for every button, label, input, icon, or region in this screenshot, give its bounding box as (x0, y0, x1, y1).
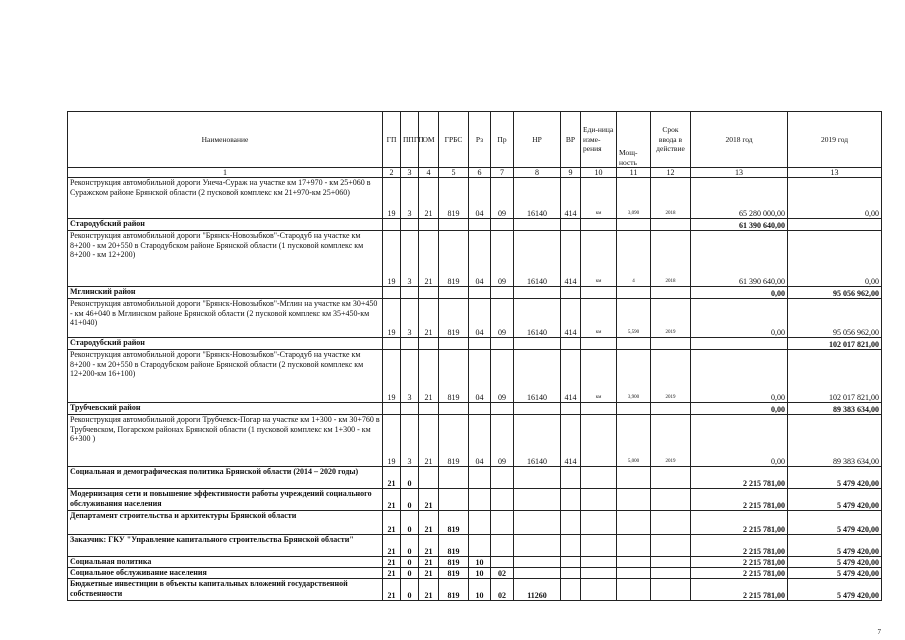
row-name: Реконструкция автомобильной дороги "Брянск-Новозыбков"-Стародуб на участке км 8+200 - км 20+550 в Стародубском районе Брянской области (1 пусковой комплекс км 8+200 - км 12+200) (68, 231, 383, 287)
row-year (651, 403, 691, 415)
row-nr (514, 338, 561, 350)
row-pr (491, 511, 514, 535)
row-unit: км (581, 231, 617, 287)
row-gp (383, 219, 401, 231)
row-vr (561, 511, 581, 535)
table-row (68, 557, 882, 568)
row-vr (561, 568, 581, 579)
header-pr: Пр (491, 112, 514, 168)
row-om (419, 219, 439, 231)
header-2018: 2018 год (691, 112, 788, 168)
row-ppgp (401, 338, 419, 350)
row-year (651, 535, 691, 557)
row-2019: 89 383 634,00 (788, 403, 882, 415)
header-grbs: ГРБС (439, 112, 469, 168)
row-grbs (439, 489, 469, 511)
row-vr: 414 (561, 178, 581, 219)
row-gp (383, 338, 401, 350)
row-unit (581, 415, 617, 467)
row-gp: 21 (383, 557, 401, 568)
row-nr: 16140 (514, 299, 561, 338)
row-name: Бюджетные инвестиции в объекты капитальных вложений государственной собственности (68, 579, 383, 601)
row-2018: 0,00 (691, 403, 788, 415)
row-power: 5,000 (617, 415, 651, 467)
table-row (68, 178, 882, 219)
row-grbs: 819 (439, 557, 469, 568)
row-name: Мглинский район (68, 287, 383, 299)
row-gp: 19 (383, 231, 401, 287)
row-year: 2019 (651, 350, 691, 403)
row-vr (561, 219, 581, 231)
row-nr (514, 467, 561, 489)
row-2018: 2 215 781,00 (691, 511, 788, 535)
row-name: Департамент строительства и архитектуры Брянской области (68, 511, 383, 535)
row-ppgp: 0 (401, 511, 419, 535)
row-vr (561, 489, 581, 511)
row-name: Социальная политика (68, 557, 383, 568)
row-2018: 2 215 781,00 (691, 535, 788, 557)
row-nr (514, 568, 561, 579)
row-rz: 04 (469, 299, 491, 338)
row-unit (581, 467, 617, 489)
colnum-6: 6 (469, 168, 491, 178)
row-rz (469, 338, 491, 350)
row-2019 (788, 219, 882, 231)
row-unit (581, 557, 617, 568)
row-2018: 61 390 640,00 (691, 219, 788, 231)
header-power: Мощ-ность (617, 112, 651, 168)
row-nr (514, 287, 561, 299)
row-grbs: 819 (439, 231, 469, 287)
row-ppgp: 0 (401, 467, 419, 489)
row-nr: 16140 (514, 178, 561, 219)
row-2019: 5 479 420,00 (788, 467, 882, 489)
row-name: Заказчик: ГКУ "Управление капитального строительства Брянской области" (68, 535, 383, 557)
row-rz (469, 287, 491, 299)
header-row (68, 112, 882, 168)
row-name: Реконструкция автомобильной дороги "Брянск-Новозыбков"-Стародуб на участке км 8+200 - км 20+550 в Стародубском районе Брянской области (2 пусковой комплекс км 12+200-км 16+100) (68, 350, 383, 403)
row-pr (491, 467, 514, 489)
colnum-1: 1 (68, 168, 383, 178)
row-om: 21 (419, 557, 439, 568)
row-gp: 21 (383, 535, 401, 557)
row-2019: 5 479 420,00 (788, 579, 882, 601)
row-2018: 61 390 640,00 (691, 231, 788, 287)
row-rz (469, 489, 491, 511)
row-name: Модернизация сети и повышение эффективности работы учреждений социального обслуживания населения (68, 489, 383, 511)
row-name: Социальное обслуживание населения (68, 568, 383, 579)
row-2019: 5 479 420,00 (788, 489, 882, 511)
header-2019: 2019 год (788, 112, 882, 168)
row-pr (491, 219, 514, 231)
row-2018: 2 215 781,00 (691, 489, 788, 511)
row-nr: 16140 (514, 350, 561, 403)
header-unit: Еди-ница изме-рения (581, 112, 617, 168)
row-rz (469, 467, 491, 489)
column-number-row (68, 168, 882, 178)
row-2019: 5 479 420,00 (788, 568, 882, 579)
row-om: 21 (419, 415, 439, 467)
row-name: Стародубский район (68, 338, 383, 350)
row-2018: 0,00 (691, 415, 788, 467)
row-unit (581, 535, 617, 557)
row-2019: 0,00 (788, 178, 882, 219)
row-grbs: 819 (439, 350, 469, 403)
row-gp: 19 (383, 350, 401, 403)
row-gp (383, 287, 401, 299)
table-row (68, 467, 882, 489)
row-year (651, 511, 691, 535)
header-term: Срок ввода в действие (651, 112, 691, 168)
row-grbs (439, 219, 469, 231)
row-2019: 0,00 (788, 231, 882, 287)
row-rz (469, 403, 491, 415)
row-name: Стародубский район (68, 219, 383, 231)
row-grbs: 819 (439, 535, 469, 557)
row-year (651, 467, 691, 489)
row-vr (561, 467, 581, 489)
row-om: 21 (419, 489, 439, 511)
row-ppgp: 3 (401, 415, 419, 467)
row-ppgp (401, 219, 419, 231)
colnum-12: 12 (651, 168, 691, 178)
row-year (651, 568, 691, 579)
row-pr: 09 (491, 231, 514, 287)
row-unit (581, 568, 617, 579)
row-unit (581, 338, 617, 350)
row-grbs (439, 338, 469, 350)
row-gp: 21 (383, 489, 401, 511)
table-row (68, 338, 882, 350)
row-vr: 414 (561, 299, 581, 338)
row-pr (491, 557, 514, 568)
row-om (419, 338, 439, 350)
row-2019: 89 383 634,00 (788, 415, 882, 467)
row-power (617, 338, 651, 350)
row-2019: 102 017 821,00 (788, 338, 882, 350)
header-name: Наименование (68, 112, 383, 168)
row-pr: 09 (491, 178, 514, 219)
row-year (651, 557, 691, 568)
row-name: Реконструкция автомобильной дороги Трубчевск-Погар на участке км 1+300 - км 30+760 в Трубчевском, Погарском районах Брянской области (1 пусковой комплекс км 1+300 - км 6+300 ) (68, 415, 383, 467)
row-grbs (439, 287, 469, 299)
colnum-2: 2 (383, 168, 401, 178)
row-grbs: 819 (439, 579, 469, 601)
row-unit (581, 219, 617, 231)
row-2018: 0,00 (691, 350, 788, 403)
row-grbs: 819 (439, 568, 469, 579)
row-ppgp: 3 (401, 178, 419, 219)
row-power (617, 511, 651, 535)
row-gp: 19 (383, 299, 401, 338)
row-nr (514, 489, 561, 511)
row-unit (581, 403, 617, 415)
row-2018 (691, 338, 788, 350)
row-rz: 04 (469, 178, 491, 219)
row-year (651, 338, 691, 350)
row-2018: 65 280 000,00 (691, 178, 788, 219)
row-om: 21 (419, 178, 439, 219)
row-pr: 09 (491, 299, 514, 338)
row-name: Реконструкция автомобильной дороги "Брянск-Новозыбков"-Мглин на участке км 30+450 - км 46+040 в Мглинском районе Брянской области (2 пусковой комплекс км 35+450-км 41+040) (68, 299, 383, 338)
row-nr: 16140 (514, 415, 561, 467)
row-ppgp: 0 (401, 535, 419, 557)
colnum-8: 8 (514, 168, 561, 178)
row-ppgp: 3 (401, 299, 419, 338)
row-name: Трубчевский район (68, 403, 383, 415)
row-om: 21 (419, 568, 439, 579)
row-rz (469, 535, 491, 557)
row-power: 5,590 (617, 299, 651, 338)
row-power: 3,090 (617, 178, 651, 219)
row-om: 21 (419, 350, 439, 403)
colnum-4: 4 (419, 168, 439, 178)
row-om: 21 (419, 231, 439, 287)
row-om: 21 (419, 511, 439, 535)
row-grbs: 819 (439, 299, 469, 338)
table-row (68, 403, 882, 415)
colnum-11: 11 (617, 168, 651, 178)
row-power (617, 287, 651, 299)
header-rz: Рз (469, 112, 491, 168)
row-grbs: 819 (439, 178, 469, 219)
row-vr (561, 579, 581, 601)
row-vr (561, 403, 581, 415)
row-unit: км (581, 178, 617, 219)
row-2019: 102 017 821,00 (788, 350, 882, 403)
row-gp (383, 403, 401, 415)
page-number: 7 (877, 628, 881, 636)
row-rz: 04 (469, 350, 491, 403)
row-nr (514, 219, 561, 231)
table-row (68, 489, 882, 511)
row-power (617, 219, 651, 231)
row-nr (514, 535, 561, 557)
row-gp: 19 (383, 415, 401, 467)
row-power (617, 557, 651, 568)
row-vr (561, 338, 581, 350)
row-name: Социальная и демографическая политика Брянской области (2014 – 2020 годы) (68, 467, 383, 489)
colnum-13: 13 (691, 168, 788, 178)
colnum-14: 13 (788, 168, 882, 178)
row-pr (491, 403, 514, 415)
row-nr (514, 511, 561, 535)
header-gp: ГП (383, 112, 401, 168)
row-unit: км (581, 299, 617, 338)
header-om: ОМ (419, 112, 439, 168)
row-gp: 19 (383, 178, 401, 219)
header-ppgp: ППГП (401, 112, 419, 168)
table-row (68, 299, 882, 338)
row-gp: 21 (383, 568, 401, 579)
row-unit (581, 489, 617, 511)
row-unit (581, 579, 617, 601)
row-rz: 10 (469, 557, 491, 568)
row-gp: 21 (383, 579, 401, 601)
row-vr: 414 (561, 415, 581, 467)
table-row (68, 535, 882, 557)
row-year: 2019 (651, 299, 691, 338)
row-gp: 21 (383, 467, 401, 489)
row-year: 2019 (651, 415, 691, 467)
row-rz (469, 511, 491, 535)
row-2018: 2 215 781,00 (691, 467, 788, 489)
row-grbs (439, 403, 469, 415)
table-row (68, 231, 882, 287)
row-om (419, 467, 439, 489)
row-power (617, 403, 651, 415)
row-year (651, 579, 691, 601)
row-2018: 0,00 (691, 287, 788, 299)
row-gp: 21 (383, 511, 401, 535)
row-om (419, 403, 439, 415)
row-nr (514, 557, 561, 568)
row-grbs: 819 (439, 511, 469, 535)
row-ppgp: 3 (401, 231, 419, 287)
row-2019: 5 479 420,00 (788, 511, 882, 535)
row-vr (561, 535, 581, 557)
row-ppgp: 3 (401, 350, 419, 403)
colnum-5: 5 (439, 168, 469, 178)
table-row (68, 287, 882, 299)
row-power: 4 (617, 231, 651, 287)
row-ppgp (401, 403, 419, 415)
row-year: 2018 (651, 178, 691, 219)
row-rz (469, 219, 491, 231)
row-pr (491, 489, 514, 511)
row-ppgp: 0 (401, 579, 419, 601)
table-row (68, 511, 882, 535)
row-2019: 95 056 962,00 (788, 299, 882, 338)
row-ppgp (401, 287, 419, 299)
row-2018: 0,00 (691, 299, 788, 338)
colnum-7: 7 (491, 168, 514, 178)
row-ppgp: 0 (401, 568, 419, 579)
row-om: 21 (419, 535, 439, 557)
row-power (617, 489, 651, 511)
row-vr (561, 287, 581, 299)
row-power: 3,900 (617, 350, 651, 403)
row-nr: 11260 (514, 579, 561, 601)
row-name: Реконструкция автомобильной дороги Унеча-Сураж на участке км 17+970 - км 25+060 в Суражском районе Брянской области (2 пусковой комплекс км 21+970-км 25+060) (68, 178, 383, 219)
header-vr: ВР (561, 112, 581, 168)
row-vr: 414 (561, 350, 581, 403)
row-vr: 414 (561, 231, 581, 287)
row-year (651, 219, 691, 231)
table-row (68, 219, 882, 231)
row-pr: 02 (491, 568, 514, 579)
colnum-9: 9 (561, 168, 581, 178)
row-vr (561, 557, 581, 568)
row-grbs (439, 467, 469, 489)
colnum-10: 10 (581, 168, 617, 178)
row-power (617, 467, 651, 489)
table-row (68, 350, 882, 403)
row-power (617, 579, 651, 601)
row-ppgp: 0 (401, 489, 419, 511)
row-pr (491, 338, 514, 350)
row-2019: 95 056 962,00 (788, 287, 882, 299)
row-ppgp: 0 (401, 557, 419, 568)
row-pr (491, 535, 514, 557)
row-rz: 04 (469, 415, 491, 467)
row-2018: 2 215 781,00 (691, 579, 788, 601)
row-rz: 10 (469, 568, 491, 579)
row-2019: 5 479 420,00 (788, 535, 882, 557)
row-unit: км (581, 350, 617, 403)
row-unit (581, 287, 617, 299)
colnum-3: 3 (401, 168, 419, 178)
row-year (651, 489, 691, 511)
row-grbs: 819 (439, 415, 469, 467)
row-pr: 09 (491, 415, 514, 467)
row-2019: 5 479 420,00 (788, 557, 882, 568)
row-2018: 2 215 781,00 (691, 568, 788, 579)
row-pr (491, 287, 514, 299)
row-nr (514, 403, 561, 415)
row-pr: 09 (491, 350, 514, 403)
row-pr: 02 (491, 579, 514, 601)
table-row (68, 568, 882, 579)
row-nr: 16140 (514, 231, 561, 287)
row-om: 21 (419, 299, 439, 338)
header-nr: НР (514, 112, 561, 168)
budget-table (67, 111, 882, 601)
table-row (68, 579, 882, 601)
row-unit (581, 511, 617, 535)
table-body (68, 178, 882, 601)
row-rz: 04 (469, 231, 491, 287)
row-power (617, 568, 651, 579)
row-rz: 10 (469, 579, 491, 601)
row-om: 21 (419, 579, 439, 601)
row-om (419, 287, 439, 299)
row-year (651, 287, 691, 299)
row-year: 2018 (651, 231, 691, 287)
row-power (617, 535, 651, 557)
table-row (68, 415, 882, 467)
row-2018: 2 215 781,00 (691, 557, 788, 568)
